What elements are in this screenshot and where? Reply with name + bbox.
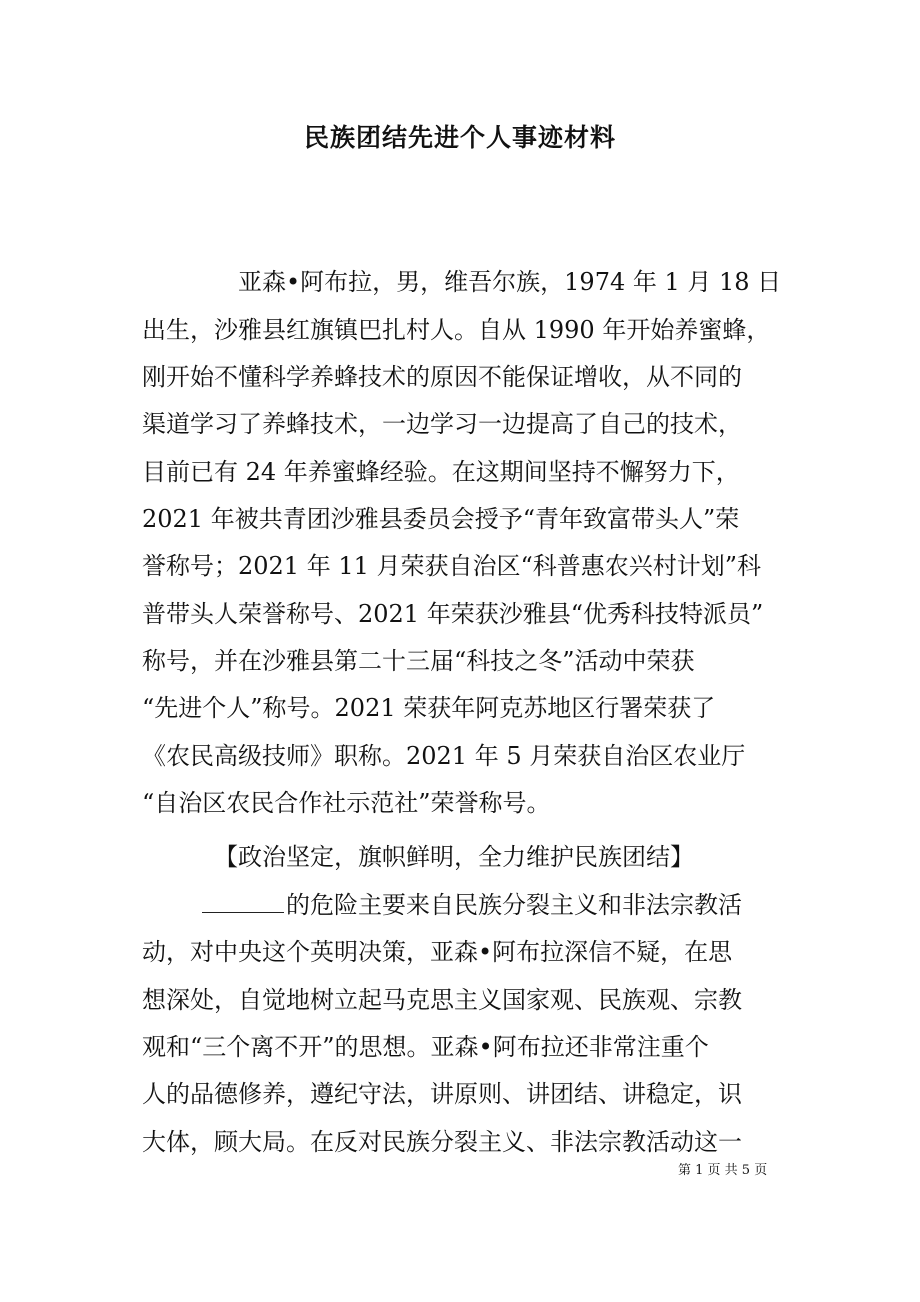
- paragraph-line: 2021 年被共青团沙雅县委员会授予“青年致富带头人”荣: [142, 505, 740, 533]
- paragraph-line: 出生，沙雅县红旗镇巴扎村人。自从 1990 年开始养蜜蜂，: [142, 316, 771, 344]
- paragraph-line-text: 的危险主要来自民族分裂主义和非法宗教活: [286, 891, 742, 919]
- paragraph-line: 亚森•阿布拉，男，维吾尔族，1974 年 1 月 18 日: [238, 268, 782, 296]
- paragraph-line: 称号，并在沙雅县第二十三届“科技之冬”活动中荣获: [142, 647, 695, 675]
- paragraph-line: 动，对中央这个英明决策，亚森•阿布拉深信不疑，在思: [142, 938, 733, 966]
- paragraph-line: 想深处，自觉地树立起马克思主义国家观、民族观、宗教: [142, 986, 742, 1014]
- paragraph-line: 目前已有 24 年养蜜蜂经验。在这期间坚持不懈努力下，: [142, 458, 740, 486]
- paragraph-line: 《农民高级技师》职称。2021 年 5 月荣获自治区农业厅: [142, 742, 746, 770]
- paragraph-line: 观和“三个离不开”的思想。亚森•阿布拉还非常注重个: [142, 1033, 709, 1061]
- paragraph-line: 誉称号；2021 年 11 月荣获自治区“科普惠农兴村计划”科: [142, 552, 762, 580]
- paragraph-line: 刚开始不懂科学养蜂技术的原因不能保证增收，从不同的: [142, 363, 742, 391]
- paragraph-line-with-blank: [202, 885, 742, 925]
- fill-in-blank: [202, 886, 284, 913]
- page-number: 第 1 页 共 5 页: [678, 1163, 768, 1178]
- paragraph-line: 人的品德修养，遵纪守法，讲原则、讲团结、讲稳定，识: [142, 1080, 742, 1108]
- paragraph-line: 大体，顾大局。在反对民族分裂主义、非法宗教活动这一: [142, 1128, 742, 1156]
- paragraph-line: 普带头人荣誉称号、2021 年荣获沙雅县“优秀科技特派员”: [142, 600, 764, 628]
- document-title: 民族团结先进个人事迹材料: [303, 123, 616, 152]
- section-heading: 【政治坚定，旗帜鲜明，全力维护民族团结】: [214, 843, 694, 871]
- paragraph-line: 渠道学习了养蜂技术，一边学习一边提高了自己的技术，: [142, 410, 742, 438]
- paragraph-line: “自治区农民合作社示范社”荣誉称号。: [142, 789, 551, 817]
- paragraph-line: “先进个人”称号。2021 荣获年阿克苏地区行署荣获了: [142, 694, 716, 722]
